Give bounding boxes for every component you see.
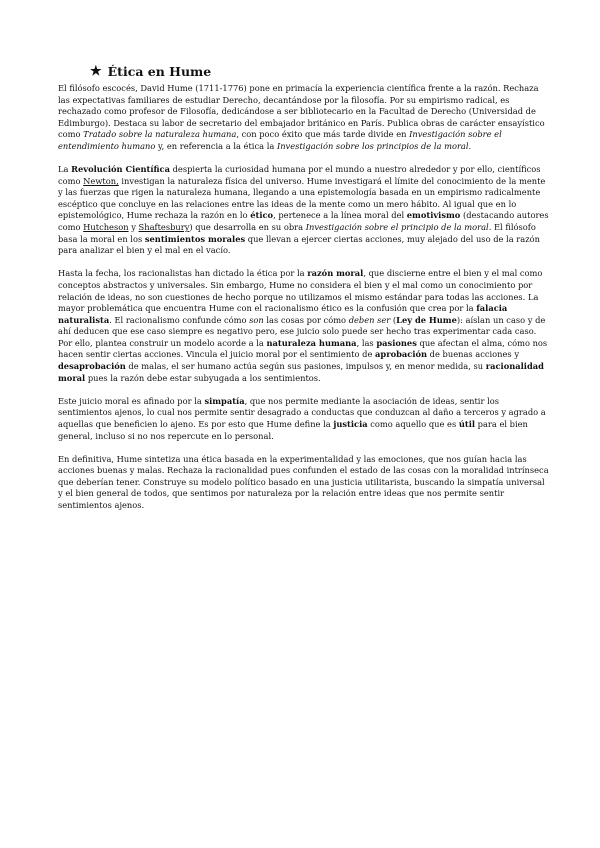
bold-term: sentimientos morales	[144, 233, 246, 244]
underlined-name: Hutcheson	[83, 222, 129, 233]
text-run: , con poco éxito que más tarde divide en	[236, 129, 410, 140]
text-run: , que discierne entre el bien y el mal como conceptos abstractos y universales. Sin embargo, Hume no considera el bien y el mal como un conocimiento por relación de ideas, no son cuestiones de hecho porque no utilizamos el mismo estándar para todas las acciones. La mayor problemática que encuentra Hume con el racionalismo ético es la confusión que crea por la	[58, 268, 543, 314]
underlined-name: Shaftesbury	[138, 222, 190, 233]
text-run: de malas, el ser humano actúa según sus pasiones, impulsos y, en menor medida, su	[125, 361, 486, 372]
italic-title: deben ser	[348, 314, 391, 325]
bold-term: justicia	[333, 418, 368, 429]
text-run: y	[128, 222, 139, 233]
text-run: , pertenece a la línea moral del	[273, 210, 407, 221]
text-run: . El filósofo basa la moral en los	[58, 222, 536, 244]
italic-title: Tratado sobre la naturaleza humana	[83, 129, 237, 140]
paragraph-2	[58, 164, 550, 257]
text-run: ): aíslan un caso y de ahí deducen que ese caso siempre es negativo pero, ese juicio solo puede ser hecho tras experimentar cada caso. Por ello, plantea construir un modelo acorde a la	[58, 314, 546, 348]
text-run: investigan la naturaleza física del universo. Hume investigará el límite del conocimiento de la mente y las fuerzas que rigen la naturaleza humana, llegando a una epistemología basada en un empirismo radicalmente escéptico que concluye en las relaciones entre las ideas de la mente como un mero hábito. Al igual que en lo epistemológico, Hume rechaza la razón en lo	[58, 175, 546, 221]
text-run: pues la razón debe estar subyugada a los sentimientos.	[85, 372, 321, 383]
italic-title: son	[249, 314, 264, 325]
document-body	[58, 83, 550, 512]
paragraph-4	[58, 396, 550, 442]
italic-title: Investigación sobre los principios de la moral	[276, 140, 469, 151]
text-run: de buenas acciones y	[427, 349, 520, 360]
bold-term: desaprobación	[58, 361, 126, 372]
italic-title: Investigación sobre el entendimiento humano	[58, 129, 502, 151]
text-run: En definitiva, Hume sintetiza una ética basada en la experimentalidad y las emociones, que nos guían hacia las acciones buenas y malas. Rechaza la racionalidad pues confunden el estado de las cosas con la moralidad intrínseca que deberían tener. Construye su modelo político basado en una justicia utilitarista, buscando la simpatía universal y el bien general de todos, que sentimos por naturaleza por la relación entre ideas que nos permite sentir sentimientos ajenos.	[58, 453, 549, 510]
text-run: (destacando autores como	[58, 210, 549, 233]
text-run: Este juicio moral es afinado por la	[58, 395, 205, 406]
text-run: para el bien general, incluso si no nos repercute en lo personal.	[58, 418, 528, 441]
bold-term: naturaleza humana	[266, 337, 357, 348]
document-title: Ética en Hume	[107, 64, 212, 79]
bold-term: Revolución Científica	[71, 164, 170, 175]
text-run: . El racionalismo confunde cómo	[109, 314, 250, 325]
text-run: , las	[356, 337, 377, 348]
bold-term: emotivismo	[406, 210, 461, 221]
paragraph-5	[58, 454, 550, 512]
bold-term: falacia naturalista	[58, 303, 508, 325]
text-run: que llevan a ejercer ciertas acciones, muy alejado del uso de la razón para analizar el bien y el mal en el vacío.	[58, 233, 540, 256]
bold-term: Ley de Hume	[396, 314, 457, 325]
text-run: (	[390, 314, 397, 325]
text-run: La	[58, 164, 72, 175]
paragraph-3	[58, 268, 550, 384]
text-run: El filósofo escocés, David Hume (1711-1776) pone en primacía la experiencia científica frente a la razón. Rechaza las expectativas familiares de estudiar Derecho, decantándose por la filosofía. Por su empirismo radical, es rechazado como profesor de Filosofía, dedicándose a ser bibliotecario en la Facultad de Derecho (Universidad de Edimburgo). Destaca su labor de secretario del embajador británico en París. Publica obras de carácter ensayístico como	[58, 83, 545, 140]
text-run: despierta la curiosidad humana por el mundo a nuestro alrededor y por ello, científicos como	[58, 164, 541, 186]
bold-term: útil	[458, 418, 476, 429]
document-heading	[90, 64, 550, 79]
italic-title: Investigación sobre el principio de la moral	[305, 222, 489, 233]
text-run: ) que desarrolla en su obra	[189, 222, 306, 233]
text-run: .	[468, 140, 472, 151]
star-icon: ★	[90, 64, 102, 79]
text-run: que afectan el alma, cómo nos hacen sentir ciertas acciones. Vincula el juicio moral por el sentimiento de	[58, 337, 548, 360]
bold-term: ético	[250, 210, 274, 221]
bold-term: racionalidad moral	[58, 361, 544, 383]
text-run: , que nos permite mediante la asociación de ideas, sentir los sentimientos ajenos, lo cual nos permite sentir desagrado a conductas que conduzcan al daño a terceros y agrado a aquellas que beneficien lo ajeno. Es por esto que Hume define la	[58, 395, 546, 429]
bold-term: pasiones	[376, 337, 417, 348]
text-run: Hasta la fecha, los racionalistas han dictado la ética por la	[58, 268, 308, 279]
bold-term: aprobación	[375, 349, 428, 360]
underlined-name: Newton,	[83, 175, 119, 186]
document-page	[58, 64, 550, 523]
bold-term: razón moral	[307, 268, 364, 279]
text-run: y, en referencia a la ética la	[155, 140, 277, 151]
text-run: como aquello que es	[367, 418, 459, 429]
text-run: las cosas por cómo	[263, 314, 349, 325]
paragraph-1	[58, 83, 550, 153]
bold-term: simpatía	[204, 395, 245, 406]
